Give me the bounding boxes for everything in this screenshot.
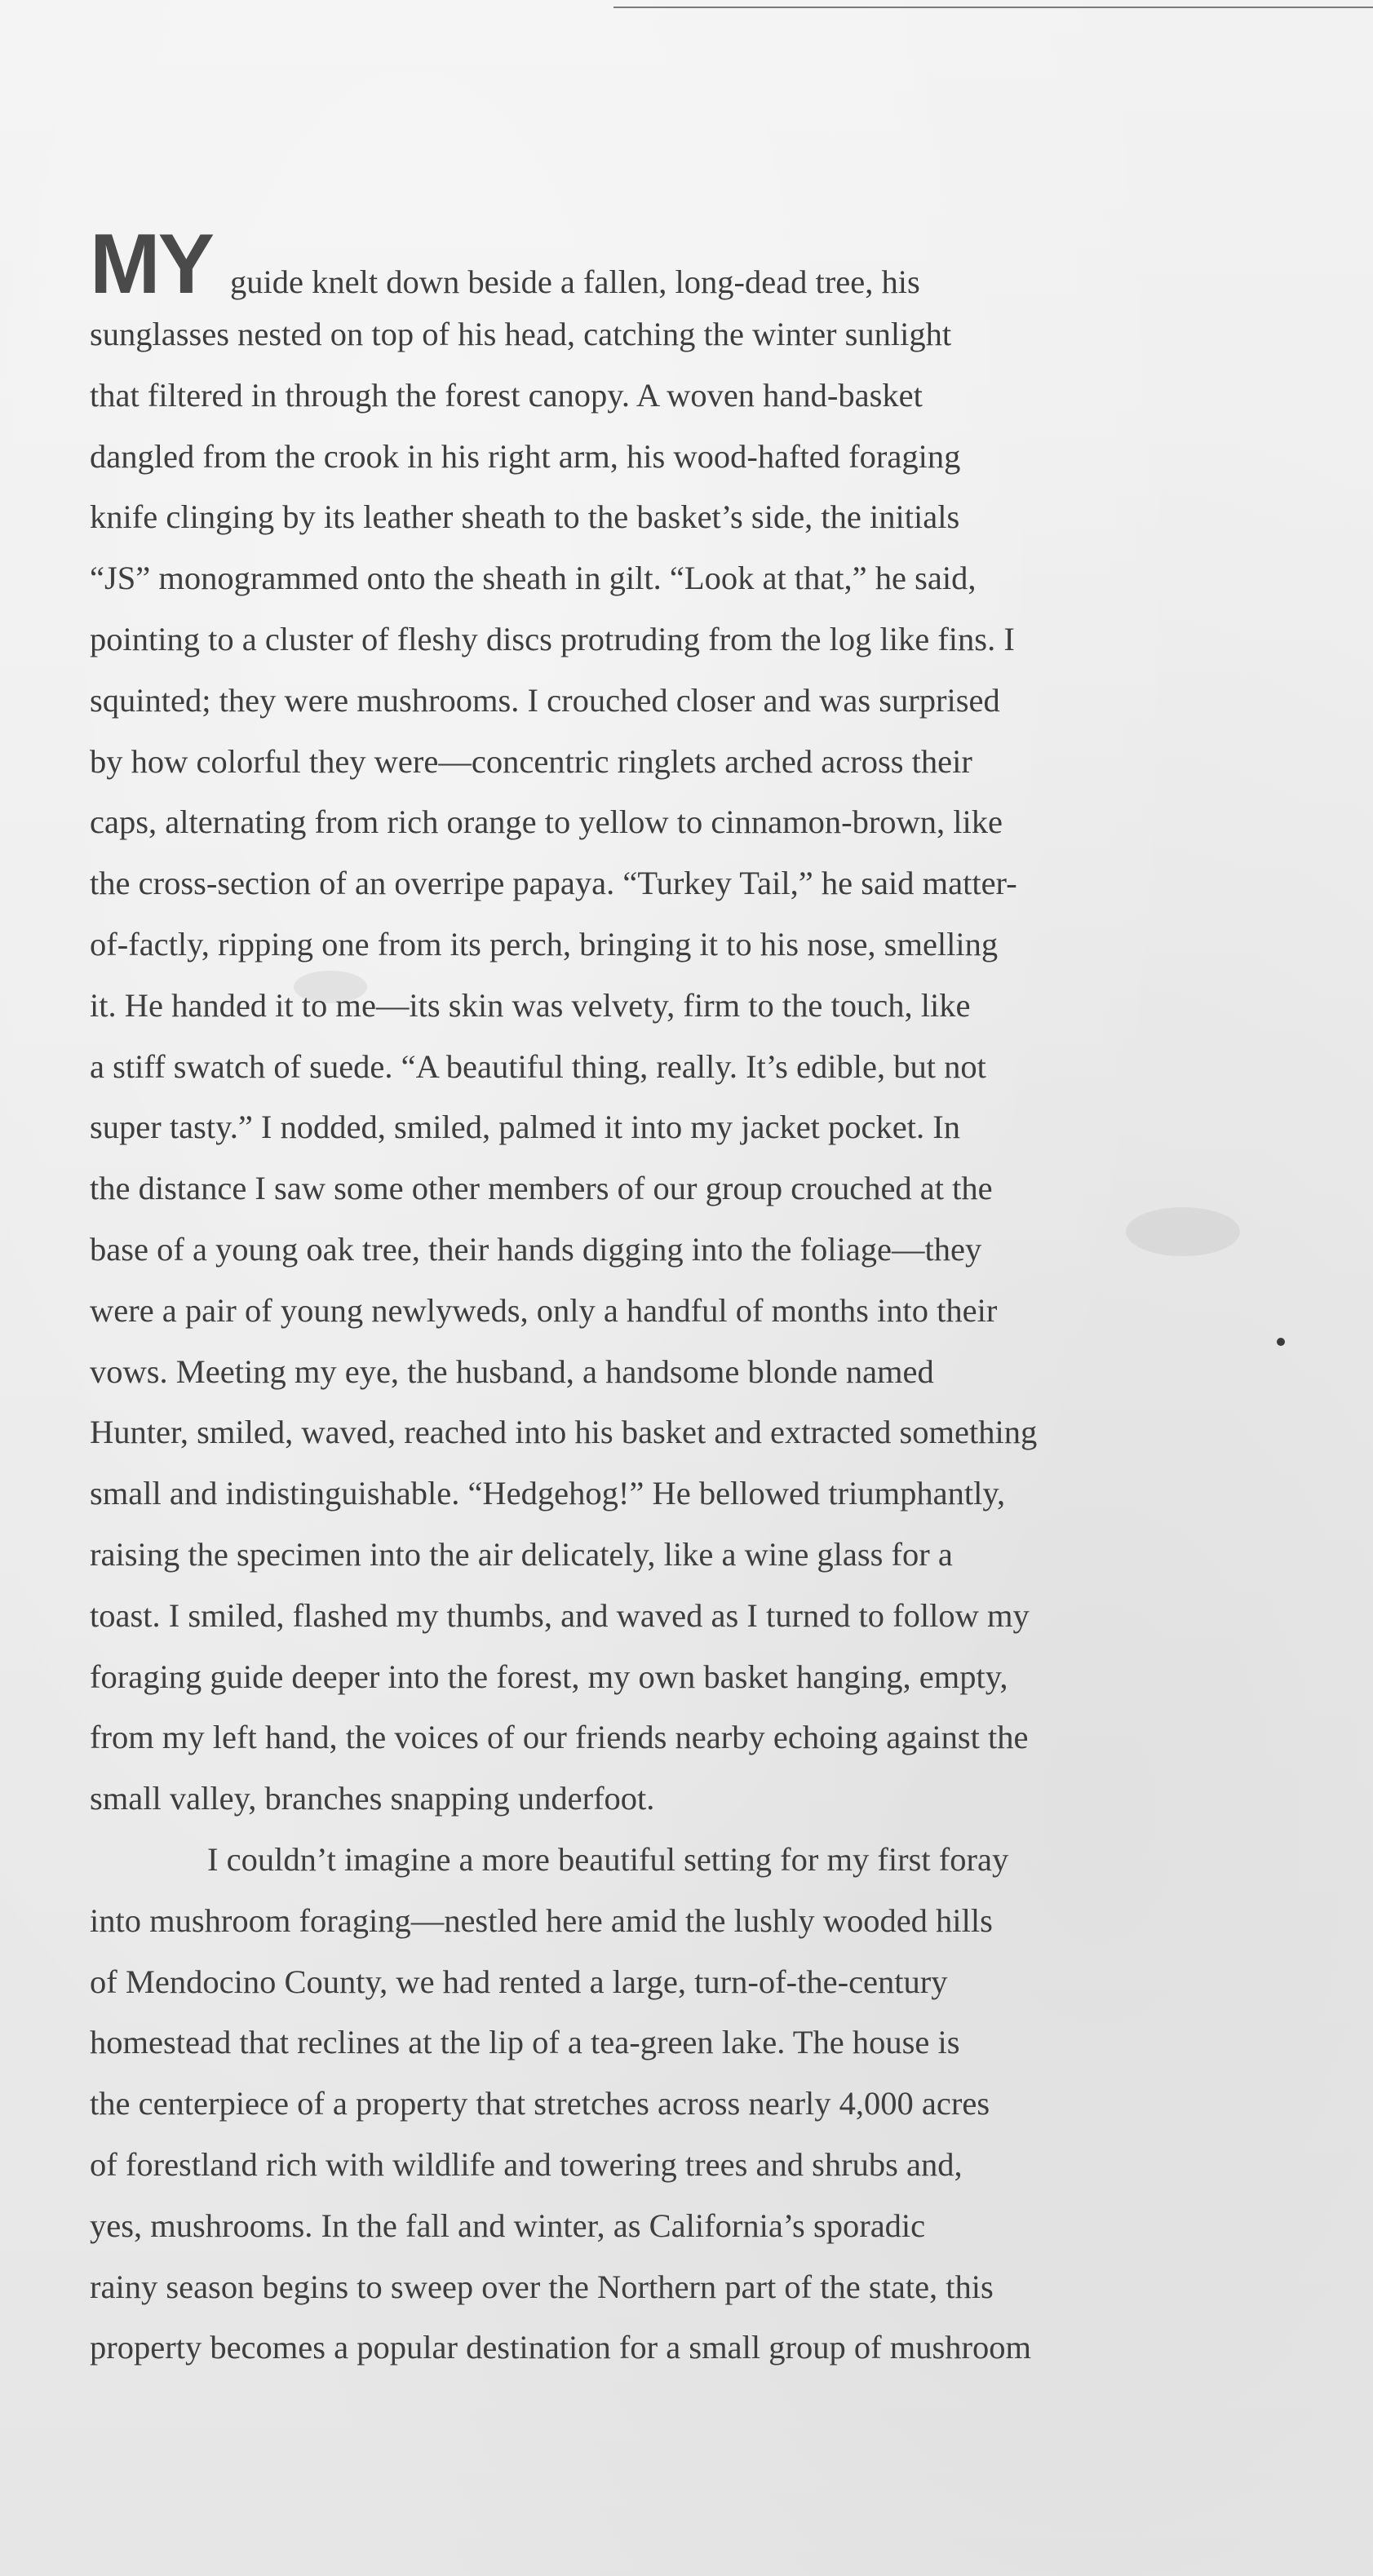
text-line: dangled from the crook in his right arm, his wood-hafted foraging <box>90 437 961 475</box>
drop-cap: MY <box>90 217 212 312</box>
text-line: small and indistinguishable. “Hedgehog!” He bellowed triumphantly, <box>90 1475 1006 1512</box>
text-line <box>90 1830 1297 1891</box>
text-line: pointing to a cluster of fleshy discs protruding from the log like fins. I <box>90 620 1015 657</box>
text-line: a stiff swatch of suede. “A beautiful thing, really. It’s edible, but not <box>90 1047 986 1085</box>
line-text: guide knelt down beside a fallen, long-dead tree, his <box>230 263 920 300</box>
text-line: of forestland rich with wildlife and towering trees and shrubs and, <box>90 2145 963 2183</box>
text-line: “JS” monogrammed onto the sheath in gilt. “Look at that,” he said, <box>90 560 977 597</box>
text-line: foraging guide deeper into the forest, my own basket hanging, empty, <box>90 1658 1008 1695</box>
text-line: from my left hand, the voices of our friends nearby echoing against the <box>90 1719 1029 1756</box>
text-line: homestead that reclines at the lip of a tea-green lake. The house is <box>90 2024 960 2061</box>
line-text: I couldn’t imagine a more beautiful setting for my first foray <box>207 1840 1009 1878</box>
text-line: rainy season begins to sweep over the Northern part of the state, this <box>90 2268 994 2305</box>
text-line: knife clinging by its leather sheath to the basket’s side, the initials <box>90 498 960 536</box>
text-line: by how colorful they were—concentric ringlets arched across their <box>90 742 972 780</box>
text-line: were a pair of young newlyweds, only a handful of months into their <box>90 1291 998 1329</box>
text-line: Hunter, smiled, waved, reached into his basket and extracted something <box>90 1414 1038 1451</box>
text-line: property becomes a popular destination for a small group of mushroom <box>90 2329 1031 2366</box>
text-line: caps, alternating from rich orange to yellow to cinnamon-brown, like <box>90 803 1003 841</box>
text-line: the cross-section of an overripe papaya. “Turkey Tail,” he said matter- <box>90 865 1017 902</box>
text-line: super tasty.” I nodded, smiled, palmed it into my jacket pocket. In <box>90 1109 960 1146</box>
top-rule <box>613 7 1373 8</box>
text-line: that filtered in through the forest canopy. A woven hand-basket <box>90 376 923 414</box>
text-line <box>90 217 1297 312</box>
text-line: small valley, branches snapping underfoot. <box>90 1780 655 1817</box>
text-line: toast. I smiled, flashed my thumbs, and waved as I turned to follow my <box>90 1596 1030 1634</box>
text-line: raising the specimen into the air delicately, like a wine glass for a <box>90 1535 953 1573</box>
article-body <box>90 217 1297 2379</box>
text-line: it. He handed it to me—its skin was velvety, firm to the touch, like <box>90 986 971 1024</box>
text-line: the distance I saw some other members of our group crouched at the <box>90 1170 993 1207</box>
text-line: the centerpiece of a property that stretches across nearly 4,000 acres <box>90 2085 990 2122</box>
text-line: squinted; they were mushrooms. I crouched closer and was surprised <box>90 681 1000 719</box>
text-line: of-factly, ripping one from its perch, bringing it to his nose, smelling <box>90 925 999 963</box>
text-line: base of a young oak tree, their hands digging into the foliage—they <box>90 1230 982 1268</box>
text-line: of Mendocino County, we had rented a large, turn-of-the-century <box>90 1963 948 2000</box>
text-line: vows. Meeting my eye, the husband, a handsome blonde named <box>90 1352 934 1390</box>
text-line: yes, mushrooms. In the fall and winter, as California’s sporadic <box>90 2206 926 2244</box>
text-line: sunglasses nested on top of his head, catching the winter sunlight <box>90 316 952 352</box>
text-line: into mushroom foraging—nestled here amid the lushly wooded hills <box>90 1901 993 1939</box>
